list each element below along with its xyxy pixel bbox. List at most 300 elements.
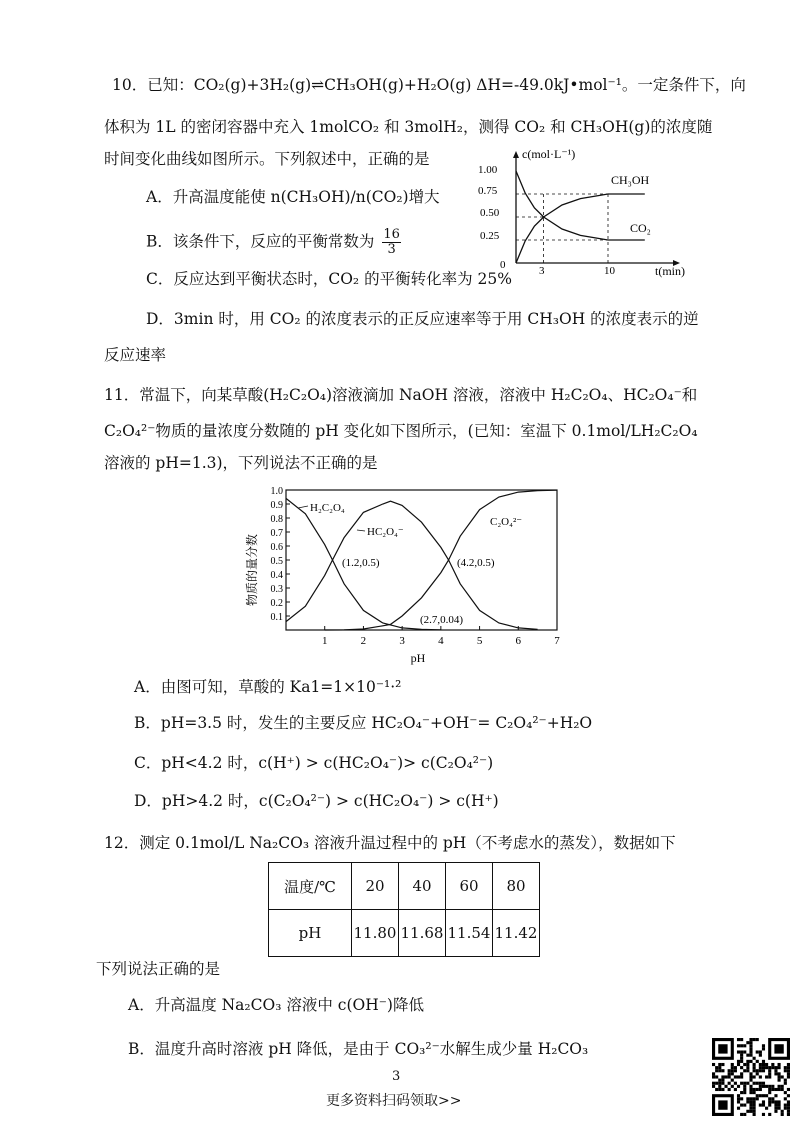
qr-module (787, 1072, 790, 1075)
qr-module (781, 1113, 784, 1116)
qr-module (734, 1066, 737, 1069)
q11-option-d: D．pH>4.2 时，c(C₂O₄²⁻) > c(HC₂O₄⁻) > c(H⁺) (134, 792, 499, 810)
qr-module (731, 1069, 734, 1072)
qr-module (759, 1088, 762, 1091)
qr-module (765, 1063, 768, 1066)
qr-module (743, 1050, 746, 1053)
qr-module (781, 1075, 784, 1078)
qr-module (771, 1063, 774, 1066)
qr-module (784, 1069, 787, 1072)
qr-module (771, 1097, 774, 1100)
qr-module (784, 1082, 787, 1085)
qr-module (771, 1066, 774, 1069)
qr-module (749, 1072, 752, 1075)
q11-option-c: C．pH<4.2 时，c(H⁺) > c(HC₂O₄⁻)> c(C₂O₄²⁻) (134, 754, 494, 772)
qr-finder-core (718, 1100, 727, 1109)
q11-distribution-graph (240, 484, 570, 668)
qr-module (749, 1038, 752, 1041)
q10-ytick-025: 0.25 (480, 230, 500, 242)
q10-fraction (382, 228, 401, 257)
qr-module (740, 1057, 743, 1060)
q10-stem-line1: 10．已知：CO₂(g)+3H₂(g)⇌CH₃OH(g)+H₂O(g) ΔH=-49.0kJ•mol⁻¹。一定条件下，向 (112, 76, 746, 94)
qr-module (724, 1075, 727, 1078)
qr-module (740, 1054, 743, 1057)
q10-stem-line3: 时间变化曲线如图所示。下列叙述中，正确的是 (104, 150, 430, 168)
qr-module (743, 1082, 746, 1085)
qr-module (787, 1113, 790, 1116)
qr-module (740, 1104, 743, 1107)
qr-module (781, 1088, 784, 1091)
qr-module (765, 1085, 768, 1088)
qr-module (756, 1097, 759, 1100)
qr-module (771, 1088, 774, 1091)
qr-module (740, 1050, 743, 1053)
qr-module (731, 1079, 734, 1082)
q11-option-a: A．由图可知，草酸的 Ka1=1×10⁻¹·² (134, 678, 402, 696)
qr-finder-core (718, 1044, 727, 1053)
q10-ytick-075: 0.75 (478, 185, 498, 197)
qr-module (753, 1110, 756, 1113)
qr-module (756, 1050, 759, 1053)
qr-module (784, 1097, 787, 1100)
qr-module (749, 1104, 752, 1107)
qr-module (743, 1091, 746, 1094)
qr-module (759, 1075, 762, 1078)
qr-module (753, 1091, 756, 1094)
q10-option-d-line2: 反应速率 (104, 346, 167, 364)
qr-module (753, 1104, 756, 1107)
qr-module (774, 1110, 777, 1113)
q11-annotation-2: (4.2,0.5) (457, 557, 495, 569)
qr-module (749, 1047, 752, 1050)
qr-module (756, 1082, 759, 1085)
qr-module (737, 1063, 740, 1066)
qr-module (737, 1075, 740, 1078)
q11-ytick-label: 1.0 (270, 486, 283, 497)
qr-module (774, 1107, 777, 1110)
qr-module (765, 1066, 768, 1069)
qr-module (749, 1044, 752, 1047)
qr-module (746, 1060, 749, 1063)
q11-y-axis-label: 物质的量分数 (245, 533, 259, 607)
qr-module (740, 1066, 743, 1069)
qr-module (743, 1063, 746, 1066)
qr-code[interactable] (712, 1038, 790, 1116)
qr-module (746, 1097, 749, 1100)
qr-module (765, 1107, 768, 1110)
qr-module (746, 1054, 749, 1057)
qr-module (762, 1063, 765, 1066)
qr-module (753, 1057, 756, 1060)
q11-xtick-label: 6 (515, 635, 522, 647)
qr-module (765, 1075, 768, 1078)
q11-xtick-label: 4 (438, 635, 444, 647)
qr-module (715, 1075, 718, 1078)
qr-module (737, 1050, 740, 1053)
qr-module (762, 1085, 765, 1088)
qr-module (768, 1069, 771, 1072)
q10-option-c: C．反应达到平衡状态时，CO₂ 的平衡转化率为 25% (146, 270, 512, 288)
qr-module (715, 1082, 718, 1085)
qr-module (712, 1085, 715, 1088)
qr-module (762, 1094, 765, 1097)
q12-option-a: A．升高温度 Na₂CO₃ 溶液中 c(OH⁻)降低 (128, 996, 424, 1014)
table-cell: 40 (399, 863, 446, 910)
qr-module (771, 1100, 774, 1103)
qr-module (737, 1038, 740, 1041)
table-cell: 11.42 (493, 910, 540, 957)
q11-annotation-1: (1.2,0.5) (342, 557, 380, 569)
qr-module (743, 1069, 746, 1072)
q10-option-d-line1: D．3min 时，用 CO₂ 的浓度表示的正反应速率等于用 CH₃OH 的浓度表示的逆 (146, 310, 699, 328)
q10-option-b (146, 228, 401, 257)
qr-module (768, 1075, 771, 1078)
qr-module (759, 1094, 762, 1097)
qr-module (737, 1060, 740, 1063)
qr-module (778, 1088, 781, 1091)
q12-data-table (268, 862, 540, 957)
qr-module (712, 1082, 715, 1085)
q11-label-c2o4: C₂O₄²⁻ (490, 516, 523, 528)
qr-module (759, 1082, 762, 1085)
qr-module (740, 1082, 743, 1085)
qr-module (759, 1063, 762, 1066)
qr-module (718, 1063, 721, 1066)
qr-module (768, 1072, 771, 1075)
qr-module (759, 1050, 762, 1053)
qr-module (737, 1044, 740, 1047)
qr-module (749, 1097, 752, 1100)
qr-module (724, 1085, 727, 1088)
qr-module (728, 1075, 731, 1078)
qr-module (787, 1104, 790, 1107)
q10-fraction-den: 3 (387, 242, 396, 257)
q11-xtick-label: 7 (554, 635, 560, 647)
q10-option-a: A．升高温度能使 n(CH₃OH)/n(CO₂)增大 (146, 188, 440, 206)
qr-module (740, 1097, 743, 1100)
qr-module (737, 1107, 740, 1110)
qr-module (743, 1088, 746, 1091)
qr-module (784, 1079, 787, 1082)
qr-module (756, 1069, 759, 1072)
qr-module (746, 1069, 749, 1072)
q11-ytick-label: 0.8 (270, 514, 283, 525)
q11-ytick-label: 0.4 (270, 570, 283, 581)
qr-module (749, 1054, 752, 1057)
q11-ytick-label: 0.3 (270, 584, 283, 595)
qr-module (737, 1097, 740, 1100)
qr-module (749, 1041, 752, 1044)
q11-option-b: B．pH=3.5 时，发生的主要反应 HC₂O₄⁻+OH⁻= C₂O₄²⁻+H₂O (134, 714, 593, 732)
q11-ytick-label: 0.6 (270, 542, 283, 553)
qr-module (712, 1063, 715, 1066)
qr-module (753, 1082, 756, 1085)
qr-module (762, 1104, 765, 1107)
qr-module (753, 1113, 756, 1116)
table-row (269, 910, 540, 957)
qr-module (787, 1088, 790, 1091)
q10-ytick-1: 1.00 (478, 164, 498, 176)
qr-module (778, 1085, 781, 1088)
q10-stem-line2: 体积为 1L 的密闭容器中充入 1molCO₂ 和 3molH₂，测得 CO₂ 和 CH₃OH(g)的浓度随 (104, 118, 713, 136)
table-cell: 11.80 (352, 910, 399, 957)
qr-module (746, 1082, 749, 1085)
qr-module (762, 1113, 765, 1116)
q12-stem-line2: 下列说法正确的是 (96, 960, 221, 978)
q11-ytick-label: 0.9 (270, 500, 283, 511)
qr-module (753, 1100, 756, 1103)
qr-module (787, 1110, 790, 1113)
qr-module (778, 1075, 781, 1078)
qr-module (753, 1107, 756, 1110)
qr-module (753, 1063, 756, 1066)
qr-module (753, 1069, 756, 1072)
qr-module (759, 1066, 762, 1069)
q11-stem-line1: 11．常温下，向某草酸(H₂C₂O₄)溶液滴加 NaOH 溶液，溶液中 H₂C₂O₄、HC₂O₄⁻和 (104, 386, 698, 404)
qr-module (746, 1100, 749, 1103)
qr-module (728, 1082, 731, 1085)
qr-module (762, 1066, 765, 1069)
qr-module (740, 1038, 743, 1041)
qr-module (734, 1088, 737, 1091)
qr-module (778, 1072, 781, 1075)
qr-module (731, 1072, 734, 1075)
qr-module (749, 1107, 752, 1110)
qr-module (731, 1066, 734, 1069)
qr-module (737, 1085, 740, 1088)
qr-module (749, 1110, 752, 1113)
qr-module (778, 1063, 781, 1066)
qr-module (762, 1047, 765, 1050)
table-cell: 11.68 (399, 910, 446, 957)
qr-module (743, 1113, 746, 1116)
qr-module (762, 1100, 765, 1103)
q12-option-b: B．温度升高时溶液 pH 降低，是由于 CO₃²⁻水解生成少量 H₂CO₃ (128, 1040, 589, 1058)
q11-xtick-label: 3 (399, 635, 405, 647)
qr-module (768, 1100, 771, 1103)
q11-xtick-label: 2 (360, 635, 367, 647)
qr-module (734, 1075, 737, 1078)
qr-module (749, 1060, 752, 1063)
qr-module (778, 1079, 781, 1082)
qr-module (784, 1107, 787, 1110)
qr-module (753, 1075, 756, 1078)
q10-ytick-050: 0.50 (480, 207, 500, 219)
q11-x-axis-label: pH (410, 651, 426, 665)
table-header-ph: pH (269, 910, 352, 957)
qr-module (728, 1069, 731, 1072)
qr-module (721, 1082, 724, 1085)
qr-module (740, 1113, 743, 1116)
qr-module (721, 1088, 724, 1091)
qr-module (721, 1063, 724, 1066)
qr-module (734, 1082, 737, 1085)
qr-module (787, 1069, 790, 1072)
qr-module (712, 1072, 715, 1075)
qr-module (740, 1075, 743, 1078)
qr-module (774, 1088, 777, 1091)
qr-module (762, 1060, 765, 1063)
qr-module (787, 1066, 790, 1069)
qr-module (784, 1066, 787, 1069)
qr-module (768, 1113, 771, 1116)
qr-module (768, 1091, 771, 1094)
q10-concentration-graph (470, 140, 700, 280)
qr-module (753, 1088, 756, 1091)
q10-xtick-10: 10 (604, 265, 615, 277)
q10-label-co2: CO₂ (630, 221, 651, 235)
qr-module (737, 1100, 740, 1103)
qr-module (753, 1038, 756, 1041)
qr-module (749, 1091, 752, 1094)
q10-curve-0 (516, 194, 645, 263)
qr-module (765, 1094, 768, 1097)
qr-module (759, 1104, 762, 1107)
qr-module (718, 1066, 721, 1069)
qr-module (718, 1085, 721, 1088)
qr-module (756, 1060, 759, 1063)
qr-module (749, 1100, 752, 1103)
qr-module (721, 1069, 724, 1072)
qr-module (787, 1107, 790, 1110)
qr-module (774, 1072, 777, 1075)
qr-module (734, 1069, 737, 1072)
qr-module (746, 1110, 749, 1113)
q11-xtick-label: 1 (321, 635, 328, 647)
table-cell: 20 (352, 863, 399, 910)
qr-module (743, 1104, 746, 1107)
qr-module (721, 1079, 724, 1082)
qr-module (718, 1082, 721, 1085)
qr-module (759, 1069, 762, 1072)
qr-module (746, 1041, 749, 1044)
page-number: 3 (392, 1069, 401, 1084)
q11-stem-line3: 溶液的 pH=1.3)，下列说法不正确的是 (104, 454, 378, 472)
qr-module (784, 1104, 787, 1107)
qr-module (721, 1075, 724, 1078)
qr-module (768, 1085, 771, 1088)
qr-module (756, 1038, 759, 1041)
qr-module (740, 1044, 743, 1047)
qr-module (787, 1094, 790, 1097)
qr-module (749, 1079, 752, 1082)
qr-module (743, 1044, 746, 1047)
qr-module (715, 1069, 718, 1072)
qr-module (749, 1088, 752, 1091)
qr-module (718, 1079, 721, 1082)
qr-module (778, 1100, 781, 1103)
q10-x-axis-label: t(min) (655, 264, 685, 278)
promo-text: 更多资料扫码领取>> (326, 1093, 462, 1109)
qr-module (759, 1085, 762, 1088)
qr-module (781, 1110, 784, 1113)
qr-module (774, 1100, 777, 1103)
qr-module (778, 1107, 781, 1110)
q11-ytick-label: 0.1 (270, 612, 283, 623)
qr-module (768, 1066, 771, 1069)
qr-module (762, 1082, 765, 1085)
qr-module (762, 1069, 765, 1072)
qr-module (768, 1088, 771, 1091)
qr-module (731, 1085, 734, 1088)
qr-module (774, 1094, 777, 1097)
qr-module (756, 1094, 759, 1097)
qr-module (756, 1088, 759, 1091)
qr-module (728, 1072, 731, 1075)
qr-module (784, 1091, 787, 1094)
q11-leader-hc2o4 (357, 530, 365, 531)
q11-ytick-label: 0.2 (270, 598, 283, 609)
qr-module (749, 1050, 752, 1053)
q10-y-axis-label: c(mol·L⁻¹) (522, 147, 576, 161)
q12-stem-line1: 12．测定 0.1mol/L Na₂CO₃ 溶液升温过程中的 pH（不考虑水的蒸发），数据如下 (104, 834, 676, 852)
q11-label-h2c2o4: H₂C₂O₄ (310, 502, 345, 514)
qr-module (771, 1085, 774, 1088)
qr-module (774, 1066, 777, 1069)
qr-module (774, 1069, 777, 1072)
qr-module (759, 1054, 762, 1057)
qr-module (749, 1085, 752, 1088)
qr-module (746, 1063, 749, 1066)
qr-module (774, 1104, 777, 1107)
table-cell: 80 (493, 863, 540, 910)
q11-ytick-label: 0.7 (270, 528, 283, 539)
qr-module (715, 1066, 718, 1069)
qr-module (787, 1100, 790, 1103)
table-row (269, 863, 540, 910)
q10-label-ch3oh: CH₃OH (611, 173, 650, 187)
qr-module (753, 1066, 756, 1069)
qr-module (718, 1069, 721, 1072)
qr-module (762, 1044, 765, 1047)
qr-module (749, 1075, 752, 1078)
q10-fraction-num: 16 (383, 227, 400, 242)
qr-module (715, 1088, 718, 1091)
qr-module (778, 1066, 781, 1069)
qr-module (740, 1091, 743, 1094)
qr-module (746, 1066, 749, 1069)
q10-option-b-text: B．该条件下，反应的平衡常数为 (146, 232, 375, 251)
qr-module (768, 1104, 771, 1107)
qr-module (731, 1063, 734, 1066)
qr-module (756, 1072, 759, 1075)
qr-module (718, 1088, 721, 1091)
q10-xtick-3: 3 (539, 265, 545, 277)
qr-module (737, 1094, 740, 1097)
q11-annotation-3: (2.7,0.04) (420, 614, 464, 626)
q11-xtick-label: 5 (476, 635, 483, 647)
table-header-temperature: 温度/℃ (269, 863, 352, 910)
qr-module (740, 1060, 743, 1063)
qr-module (728, 1088, 731, 1091)
qr-module (740, 1072, 743, 1075)
q11-label-hc2o4: HC₂O₄⁻ (367, 526, 404, 538)
qr-finder-core (774, 1044, 783, 1053)
q11-stem-line2: C₂O₄²⁻物质的量浓度分数随的 pH 变化如下图所示，(已知：室温下 0.1mol/LH₂C₂O₄ (104, 422, 698, 440)
qr-module (743, 1085, 746, 1088)
table-cell: 60 (446, 863, 493, 910)
qr-module (712, 1075, 715, 1078)
qr-module (787, 1063, 790, 1066)
qr-module (787, 1075, 790, 1078)
q10-y-axis-arrow (513, 151, 519, 158)
table-cell: 11.54 (446, 910, 493, 957)
q10-origin: 0 (500, 259, 506, 271)
qr-module (768, 1097, 771, 1100)
q11-leader-h2c2o4 (298, 506, 308, 508)
q11-ytick-label: 0.5 (270, 556, 283, 567)
qr-module (781, 1085, 784, 1088)
